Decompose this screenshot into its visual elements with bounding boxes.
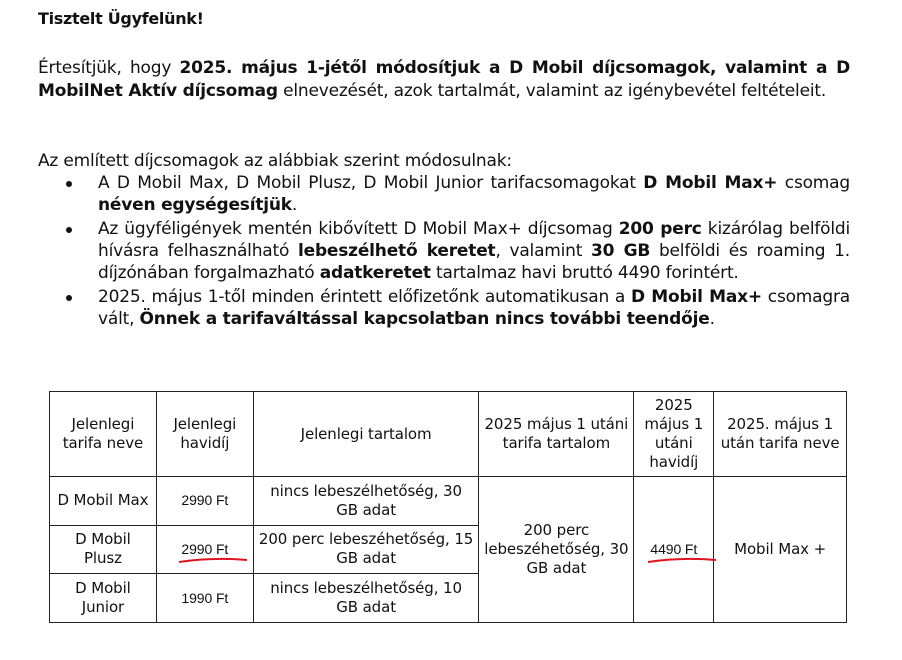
fee-cell: 2990 Ft: [156, 477, 253, 526]
tariff-name-cell: D Mobil Max: [50, 477, 157, 526]
item-bold: adatkeretet: [319, 263, 431, 283]
item-text: .: [291, 195, 298, 215]
item-bold: 30 GB: [591, 241, 651, 261]
item-bold: lebeszélhető keretet: [297, 241, 496, 261]
item-text: belföldi és roaming 1. díjzónában forgalmazható: [98, 241, 851, 283]
intro-text: Az említett díjcsomagok az alábbiak szerint módosulnak:: [38, 151, 512, 171]
new-content-cell: 200 perc lebeszéhetőség, 30 GB adat: [479, 477, 634, 623]
paragraph-bold: 2025. május 1-jétől módosítjuk a D Mobil díjcsomagok, valamint a D MobilNet Aktív díjcsomag: [38, 58, 850, 101]
header-cell: 2025. május 1 után tarifa neve: [714, 392, 847, 477]
table-row: [50, 477, 847, 526]
fee-cell: 1990 Ft: [156, 574, 253, 623]
item-text: .: [709, 309, 715, 329]
greeting: Tisztelt Ügyfelünk!: [38, 9, 204, 28]
tariff-name-cell: D Mobil Plusz: [50, 525, 157, 574]
item-bold: D Mobil Max+: [643, 173, 778, 193]
list-item: [98, 286, 850, 330]
list-item: [98, 218, 850, 284]
item-bold: néven egységesítjük: [98, 195, 292, 215]
item-text: 2025. május 1-től minden érintett előfizetőnk automatikusan a: [98, 287, 631, 307]
tariff-name-cell: D Mobil Junior: [50, 574, 157, 623]
notice-paragraph: [38, 57, 850, 103]
red-underline-mark: [646, 556, 718, 566]
item-text: , valamint: [495, 241, 592, 261]
tariff-table: [49, 391, 847, 623]
paragraph-text: elnevezését, azok tartalmát, valamint az igénybevétel feltételeit.: [277, 81, 827, 101]
item-bold: 200 perc: [618, 219, 702, 239]
new-fee-text: 4490 Ft: [650, 541, 698, 557]
red-underline-mark: [177, 556, 249, 566]
header-cell: 2025 május 1 utáni tarifa tartalom: [479, 392, 634, 477]
item-bold: Önnek a tarifaváltással kapcsolatban nincs további teendője: [139, 309, 710, 329]
header-cell: Jelenlegi tarifa neve: [50, 392, 157, 477]
item-text: csomagra vált,: [98, 287, 850, 329]
item-text: tartalmaz havi bruttó 4490 forintért.: [430, 263, 739, 283]
list-item: [98, 172, 850, 216]
header-cell: Jelenlegi tartalom: [253, 392, 479, 477]
item-text: Az ügyféligények mentén kibővített D Mobil Max+ díjcsomag: [98, 219, 619, 239]
header-cell: 2025 május 1 utáni havidíj: [634, 392, 714, 477]
item-text: csomag: [777, 173, 850, 193]
new-fee-cell: [634, 477, 714, 623]
content-cell: 200 perc lebeszéhetőség, 15 GB adat: [253, 525, 479, 574]
fee-value: [181, 540, 228, 559]
fee-cell: [156, 525, 253, 574]
paragraph-text: Értesítjük, hogy: [38, 58, 180, 78]
table-header-row: [50, 392, 847, 477]
new-fee-value: [650, 540, 697, 559]
new-name-cell: Mobil Max +: [714, 477, 847, 623]
fee-text: 2990 Ft: [181, 540, 229, 557]
item-text: A D Mobil Max, D Mobil Plusz, D Mobil Junior tarifacsomagokat: [98, 173, 644, 193]
item-text: kizárólag belföldi hívásra felhasználható: [98, 219, 851, 261]
content-cell: nincs lebeszélhetőség, 30 GB adat: [253, 477, 479, 526]
content-cell: nincs lebeszélhetőség, 10 GB adat: [253, 574, 479, 623]
change-list: [38, 172, 850, 332]
item-bold: D Mobil Max+: [631, 287, 762, 307]
header-cell: Jelenlegi havidíj: [156, 392, 253, 477]
